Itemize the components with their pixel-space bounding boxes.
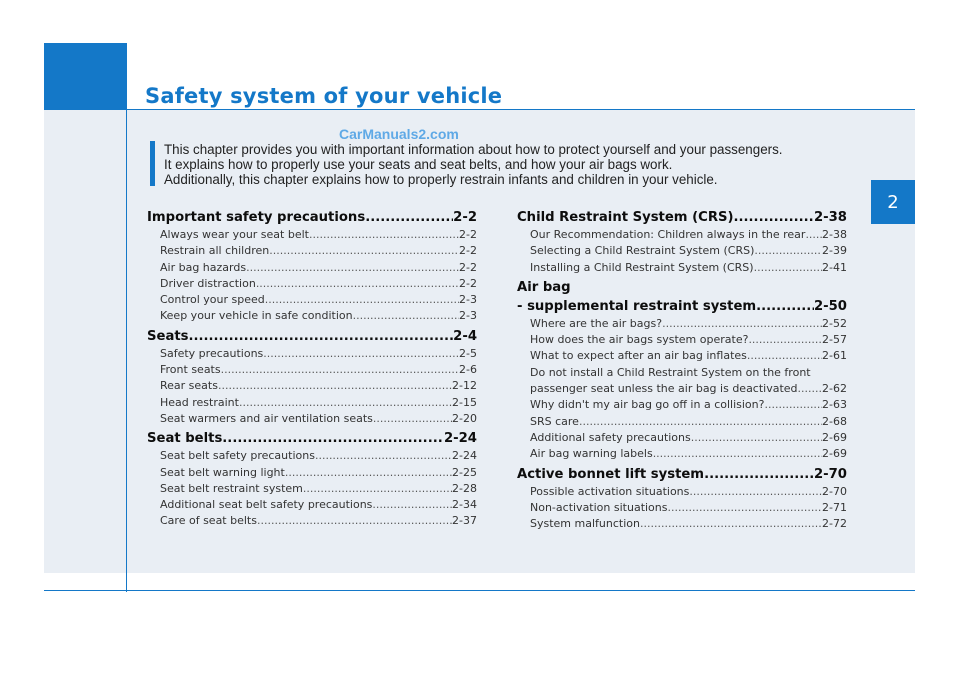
- toc-item[interactable]: Air bag hazards ..... 2-2: [147, 260, 477, 276]
- toc-item[interactable]: Why didn't my air bag go off in a collision? ..... 2-63: [517, 397, 847, 413]
- toc-item[interactable]: Air bag warning labels ..... 2-69: [517, 446, 847, 462]
- toc-page: 2-70: [813, 466, 847, 482]
- toc-page: 2-50: [813, 298, 847, 314]
- toc-item[interactable]: Head restraint ..... 2-15: [147, 395, 477, 411]
- toc-item[interactable]: Control your speed ..... 2-3: [147, 292, 477, 308]
- toc-section-title: Active bonnet lift system: [517, 466, 705, 482]
- toc-section-seat-belts[interactable]: [147, 429, 477, 448]
- toc-page: 2-2: [453, 210, 477, 225]
- toc-section-title: Important safety precautions: [147, 210, 366, 225]
- toc-item[interactable]: Non-activation situations ..... 2-71: [517, 500, 847, 516]
- page-title: Safety system of your vehicle: [145, 84, 503, 108]
- toc-item[interactable]: Restrain all children ..... 2-2: [147, 243, 477, 259]
- toc-item[interactable]: passenger seat unless the air bag is deactivated ..... 2-62: [517, 381, 847, 397]
- toc-item[interactable]: Seat warmers and air ventilation seats ..... 2-20: [147, 411, 477, 427]
- toc-section-crs[interactable]: [517, 208, 847, 227]
- toc-section-title: Seats: [147, 328, 189, 344]
- toc-section-title: - supplemental restraint system: [517, 298, 757, 314]
- toc-item[interactable]: Seat belt safety precautions ..... 2-24: [147, 448, 477, 464]
- toc-item[interactable]: Our Recommendation: Children always in the rear ..... 2-38: [517, 227, 847, 243]
- toc-item[interactable]: Always wear your seat belt ..... 2-2: [147, 227, 477, 243]
- toc-item[interactable]: System malfunction ..... 2-72: [517, 516, 847, 532]
- toc-page: 2-38: [813, 210, 847, 225]
- toc-item[interactable]: Driver distraction ..... 2-2: [147, 276, 477, 292]
- toc-section-air-bag[interactable]: [517, 297, 847, 316]
- toc-item[interactable]: Keep your vehicle in safe condition ..... 2-3: [147, 308, 477, 324]
- toc-section-title: Child Restraint System (CRS): [517, 210, 734, 225]
- toc-item[interactable]: Seat belt restraint system ..... 2-28: [147, 481, 477, 497]
- toc-section-air-bag-title[interactable]: Air bag: [517, 279, 571, 295]
- toc-page: 2-24: [443, 431, 477, 447]
- toc-item[interactable]: Seat belt warning light ..... 2-25: [147, 465, 477, 481]
- intro-line: It explains how to properly use your seats and seat belts, and how your air bags work.: [164, 157, 673, 172]
- toc-item[interactable]: Possible activation situations ..... 2-70: [517, 484, 847, 500]
- toc-item[interactable]: Care of seat belts ..... 2-37: [147, 513, 477, 529]
- toc-item[interactable]: SRS care ..... 2-68: [517, 414, 847, 430]
- toc-item[interactable]: Additional seat belt safety precautions ..... 2-34: [147, 497, 477, 513]
- toc-item[interactable]: Additional safety precautions ..... 2-69: [517, 430, 847, 446]
- toc-section-important-safety[interactable]: [147, 208, 477, 227]
- toc-section-seats[interactable]: [147, 327, 477, 346]
- chapter-tab[interactable]: 2: [871, 180, 915, 224]
- toc-section-title: Seat belts: [147, 431, 223, 447]
- intro-line: This chapter provides you with important information about how to protect yourself and your passengers.: [164, 142, 783, 157]
- toc-item[interactable]: Where are the air bags? ..... 2-52: [517, 316, 847, 332]
- toc-item[interactable]: Installing a Child Restraint System (CRS) ..... 2-41: [517, 260, 847, 276]
- toc-item[interactable]: Selecting a Child Restraint System (CRS) ..... 2-39: [517, 243, 847, 259]
- footer-rule: [44, 590, 915, 591]
- intro-text: [164, 142, 864, 187]
- toc-item[interactable]: What to expect after an air bag inflates ..... 2-61: [517, 348, 847, 364]
- toc-item-wrapped[interactable]: Do not install a Child Restraint System on the front: [530, 365, 811, 379]
- toc-right-column: [517, 208, 847, 532]
- toc-section-active-bonnet[interactable]: [517, 465, 847, 484]
- toc-item[interactable]: Safety precautions ..... 2-5: [147, 346, 477, 362]
- watermark: CarManuals2.com: [339, 126, 459, 142]
- toc-item[interactable]: Rear seats ..... 2-12: [147, 378, 477, 394]
- chapter-header-block: [44, 43, 127, 110]
- toc-page: 2-4: [453, 328, 477, 344]
- intro-accent-bar: [150, 141, 155, 186]
- toc-item[interactable]: How does the air bags system operate? ..... 2-57: [517, 332, 847, 348]
- toc-item[interactable]: Front seats ..... 2-6: [147, 362, 477, 378]
- margin-rule: [126, 110, 127, 592]
- intro-line: Additionally, this chapter explains how to properly restrain infants and children in your vehicle.: [164, 172, 718, 187]
- toc-left-column: [147, 208, 477, 530]
